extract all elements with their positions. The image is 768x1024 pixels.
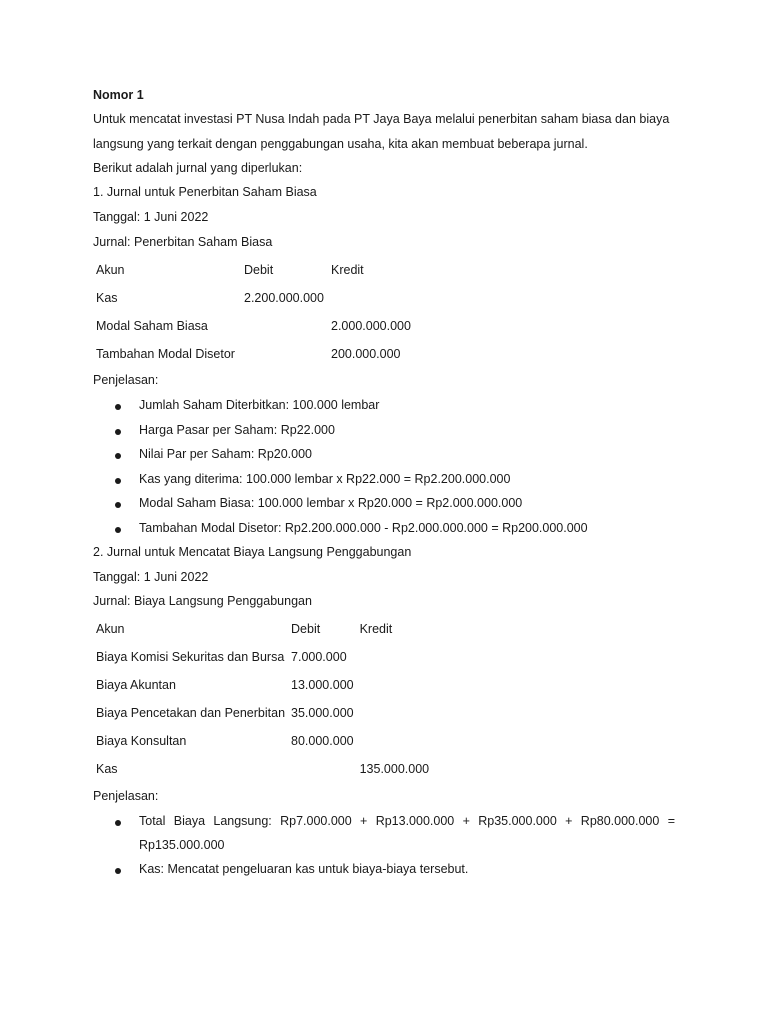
account-cell: Tambahan Modal Disetor	[96, 347, 235, 361]
section1-date: Tanggal: 1 Juni 2022	[93, 210, 209, 224]
table-row	[93, 699, 467, 727]
account-cell: Biaya Akuntan	[96, 678, 176, 692]
intro-line-1: Untuk mencatat investasi PT Nusa Indah pada PT Jaya Baya melalui penerbitan saham biasa dan biaya	[93, 112, 670, 126]
debit-cell: 13.000.000	[291, 678, 354, 692]
credit-cell	[357, 643, 467, 671]
account-cell: Modal Saham Biasa	[96, 319, 208, 333]
text-token: Rp35.000.000	[478, 814, 557, 828]
debit-cell: 35.000.000	[291, 706, 354, 720]
intro-line-3: Berikut adalah jurnal yang diperlukan:	[93, 161, 303, 175]
credit-cell: 200.000.000	[331, 347, 401, 361]
section2-heading: 2. Jurnal untuk Mencatat Biaya Langsung Penggabungan	[93, 545, 412, 559]
account-cell: Kas	[96, 291, 118, 305]
list-item: Nilai Par per Saham: Rp20.000	[139, 447, 313, 461]
list-item: Tambahan Modal Disetor: Rp2.200.000.000 - Rp2.000.000.000 = Rp200.000.000	[139, 521, 588, 535]
table-row	[93, 727, 467, 755]
text-token: Langsung:	[213, 814, 272, 828]
bullet-dot	[115, 453, 121, 459]
text-token: Total	[139, 814, 166, 828]
section2-journal-name: Jurnal: Biaya Langsung Penggabungan	[93, 594, 312, 608]
table-row	[93, 671, 467, 699]
journal-table-2	[93, 615, 467, 783]
bullet-dot	[115, 404, 121, 410]
table-row	[93, 340, 438, 368]
text-token: Biaya	[173, 814, 206, 828]
debit-cell	[241, 312, 328, 340]
header-debit: Debit	[291, 622, 321, 636]
list-item: Harga Pasar per Saham: Rp22.000	[139, 423, 335, 437]
account-cell: Kas	[96, 762, 118, 776]
section2-date: Tanggal: 1 Juni 2022	[93, 570, 209, 584]
list-item: Modal Saham Biasa: 100.000 lembar x Rp20.000 = Rp2.000.000.000	[139, 496, 523, 510]
table-row	[93, 312, 438, 340]
section1-journal-name: Jurnal: Penerbitan Saham Biasa	[93, 235, 273, 249]
bullet-dot	[115, 820, 121, 826]
header-akun: Akun	[96, 263, 125, 277]
list-item: Kas yang diterima: 100.000 lembar x Rp22.000 = Rp2.200.000.000	[139, 472, 511, 486]
credit-cell	[357, 671, 467, 699]
credit-cell	[357, 727, 467, 755]
document-title: Nomor 1	[93, 88, 144, 102]
text-token: Rp80.000.000	[580, 814, 660, 828]
list-item: Jumlah Saham Diterbitkan: 100.000 lembar	[139, 398, 380, 412]
table-row	[93, 755, 467, 783]
account-cell: Biaya Pencetakan dan Penerbitan	[96, 706, 286, 720]
credit-cell: 135.000.000	[359, 762, 430, 776]
bullet-dot	[115, 429, 121, 435]
debit-cell: 80.000.000	[291, 734, 354, 748]
section2-explanation-label: Penjelasan:	[93, 789, 159, 803]
text-token: +	[360, 814, 368, 828]
journal-table-1	[93, 256, 438, 368]
text-token: +	[565, 814, 573, 828]
debit-cell: 7.000.000	[291, 650, 347, 664]
account-cell: Biaya Komisi Sekuritas dan Bursa	[96, 650, 285, 664]
header-akun: Akun	[96, 622, 125, 636]
text-token: Rp13.000.000	[375, 814, 455, 828]
debit-cell: 2.200.000.000	[244, 291, 324, 305]
list-item: Kas: Mencatat pengeluaran kas untuk biaya-biaya tersebut.	[139, 862, 469, 876]
text-token: =	[667, 814, 675, 828]
intro-line-2: langsung yang terkait dengan penggabungan usaha, kita akan membuat beberapa jurnal.	[93, 137, 588, 151]
bullet-dot	[115, 478, 121, 484]
debit-cell	[288, 755, 357, 783]
debit-cell	[241, 340, 328, 368]
header-kredit: Kredit	[359, 622, 393, 636]
list-item-total-continued: Rp135.000.000	[139, 838, 225, 852]
table-row	[93, 643, 467, 671]
list-item-total	[139, 814, 675, 828]
bullet-dot	[115, 868, 121, 874]
bullet-dot	[115, 527, 121, 533]
header-kredit: Kredit	[331, 263, 364, 277]
table-row	[93, 284, 438, 312]
section1-explanation-label: Penjelasan:	[93, 373, 159, 387]
credit-cell	[357, 699, 467, 727]
header-debit: Debit	[244, 263, 274, 277]
section1-heading: 1. Jurnal untuk Penerbitan Saham Biasa	[93, 185, 317, 199]
bullet-dot	[115, 502, 121, 508]
text-token: +	[462, 814, 470, 828]
table-header-row	[93, 615, 467, 643]
credit-cell	[328, 284, 438, 312]
account-cell: Biaya Konsultan	[96, 734, 187, 748]
text-token: Rp7.000.000	[280, 814, 352, 828]
table-header-row	[93, 256, 438, 284]
credit-cell: 2.000.000.000	[331, 319, 411, 333]
